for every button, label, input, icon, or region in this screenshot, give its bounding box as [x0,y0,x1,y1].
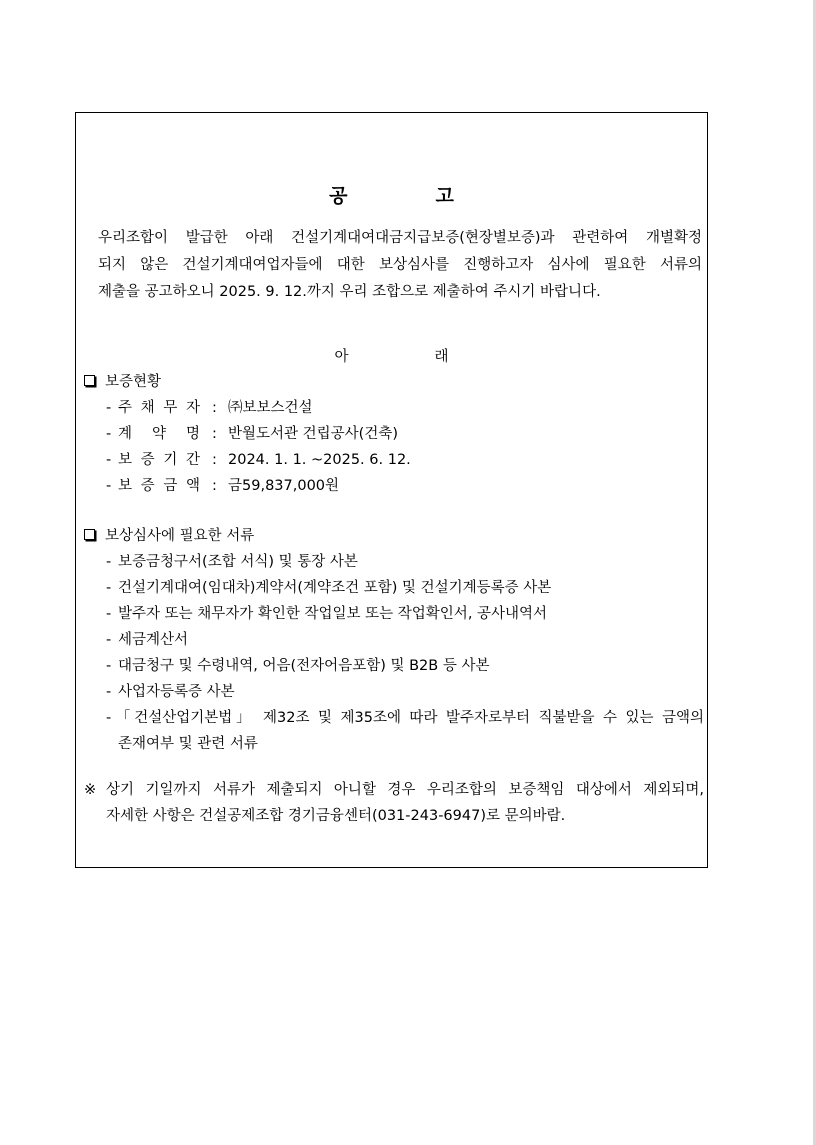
dash: - [106,478,112,494]
dash: - [106,400,112,416]
notice-title [76,181,707,208]
document-item-line: 존재여부 및 관련 서류 [118,736,258,752]
documents-section [84,523,704,757]
label-char: 증 [140,478,155,494]
dash: - [106,554,112,570]
sub-title-char: 아 [334,349,349,365]
document-item [84,627,704,653]
item-label [118,421,200,447]
label-char: 자 [185,400,200,416]
checkbox-bullet-icon [84,375,95,386]
label-char: 금 [163,478,178,494]
dash: - [106,658,112,674]
guarantee-section-header [84,369,704,395]
item-value: 2024. 1. 1. ~2025. 6. 12. [228,452,411,468]
document-item-text: 「건설산업기본법」 제32조 및 제35조에 따라 발주자로부터 직불받을 수 있는 금액의 [112,710,704,726]
guarantee-item-contract [84,421,704,447]
notice-box [75,112,708,868]
reference-mark-icon: ※ [84,782,97,798]
sub-title-char: 래 [434,349,449,365]
item-value: 금59,837,000원 [228,478,340,494]
guarantee-item-debtor [84,395,704,421]
documents-section-header [84,523,704,549]
dash: - [106,684,112,700]
colon: : [212,452,217,468]
item-value: 반월도서관 건립공사(건축) [228,426,398,442]
intro-line: 제출을 공고하오니 2025. 9. 12.까지 우리 조합으로 제출하여 주시기 바랍니다. [98,284,601,300]
label-char: 보 [118,478,133,494]
dash: - [106,452,112,468]
intro-line: 되지 않은 건설기계대여업자들에 대한 보상심사를 진행하고자 심사에 필요한 서류의 [98,257,702,273]
label-char: 기 [163,452,178,468]
document-item-text: 보증금청구서(조합 서식) 및 통장 사본 [118,554,358,570]
label-char: 액 [185,478,200,494]
section-header-label: 보증현황 [105,374,162,390]
colon: : [212,400,217,416]
label-char: 증 [140,452,155,468]
document-item-text: 건설기계대여(임대차)계약서(계약조건 포함) 및 건설기계등록증 사본 [118,580,552,596]
checkbox-bullet-icon [84,529,95,540]
document-item-text: 대금청구 및 수령내역, 어음(전자어음포함) 및 B2B 등 사본 [118,658,490,674]
footnote-text: 상기 기일까지 서류가 제출되지 아니할 경우 우리조합의 보증책임 대상에서 제외되며, [106,782,704,798]
label-char: 명 [185,426,200,442]
colon: : [212,426,217,442]
label-char: 보 [118,452,133,468]
label-char: 무 [163,400,178,416]
label-char: 간 [185,452,200,468]
item-label [118,447,200,473]
sub-title [76,345,707,366]
document-item [84,679,704,705]
document-item-text: 세금계산서 [118,632,189,648]
guarantee-section [84,369,704,499]
guarantee-item-period [84,447,704,473]
document-item [84,549,704,575]
document-item [84,653,704,679]
footnote-line [84,777,704,803]
notice-footnote [84,777,704,829]
dash: - [106,632,112,648]
dash: - [106,580,112,596]
title-char: 공 [329,185,348,207]
label-char: 약 [151,426,166,442]
item-value: ㈜보보스건설 [228,400,313,416]
intro-line: 우리조합이 발급한 아래 건설기계대여대금지급보증(현장별보증)과 관련하여 개별확정 [98,230,702,246]
document-item [84,601,704,627]
document-item-text: 사업자등록증 사본 [118,684,235,700]
label-char: 주 [118,400,133,416]
title-char: 고 [435,185,454,207]
item-label [118,395,200,421]
dash: - [106,606,112,622]
document-item [84,575,704,601]
colon: : [212,478,217,494]
section-header-label: 보상심사에 필요한 서류 [105,528,255,544]
notice-intro [98,225,702,306]
item-label [118,473,200,499]
document-item [84,705,704,757]
guarantee-item-amount [84,473,704,499]
label-char: 채 [140,400,155,416]
footnote-line: 자세한 사항은 건설공제조합 경기금융센터(031-243-6947)로 문의바람. [106,808,566,824]
label-char: 계 [118,426,133,442]
dash: - [106,710,112,726]
dash: - [106,426,112,442]
document-item-text: 발주자 또는 채무자가 확인한 작업일보 또는 작업확인서, 공사내역서 [118,606,548,622]
document-item-line [106,705,704,731]
